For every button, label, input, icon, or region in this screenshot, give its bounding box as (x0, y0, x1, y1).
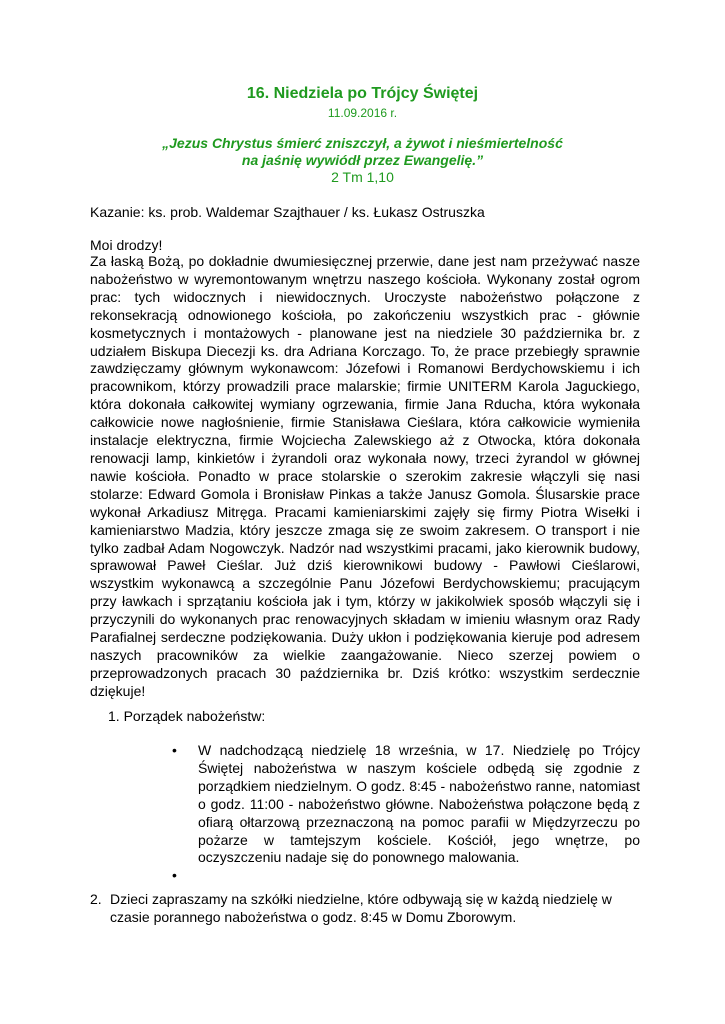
quote-line-1: „Jezus Chrystus śmierć zniszczył, a żywot i nieśmiertelność (162, 135, 563, 151)
section-2-number: 2. (90, 891, 102, 907)
section-2-text: Dzieci zapraszamy na szkółki niedzielne, które odbywają się w każdą niedzielę w czasie porannego nabożeństwa o godz. 8:45 w Domu Zborowym. (110, 891, 612, 925)
section-2 (90, 891, 640, 927)
greeting: Moi drodzy! (90, 237, 163, 253)
sermon-text: Za łaską Bożą, po dokładnie dwumiesięcznej przerwie, dane jest nam przeżywać nasze nabożeństwo w wyremontowanym wnętrzu naszego kościoła. Wykonany został ogrom prac: tych widocznych i niewidocznych. Uroczyste nabożeństwo połączone z rekonsekracją odnowionego kościoła, po zakończeniu wszystkich prac - głównie kosmetycznych i montażowych - planowane jest na niedziele 30 października br. z udziałem Biskupa Diecezji ks. dra Adriana Korczago. To, że prace przebiegły sprawnie zawdzięczamy głównym wykonawcom: Józefowi i Romanowi Berdychowskiemu i ich pracownikom, którzy prowadzili prace malarskie; firmie UNITERM Karola Jaguckiego, która dokonała całkowitej wymiany ogrzewania, firmie Jana Rducha, która wykonała całkowicie nowe nagłośnienie, firmie Stanisława Cieślara, która całkowicie wymieniła instalacje elektryczna, firmie Wojciecha Zalewskiego aż z Otwocka, która dokonała renowacji lamp, kinkietów i żyrandoli oraz wykonała nowy, trzeci żyrandol w głównej nawie kościoła. Ponadto w prace stolarskie o szerokim zakresie włączyli się nasi stolarze: Edward Gomola i Bronisław Pinkas a także Janusz Gomola. Ślusarskie prace wykonał Arkadiusz Mitręga. Pracami kamieniarskimi zajęły się firmy Piotra Wisełki i kamieniarstwo Madzia, który jeszcze zmaga się ze swoim zakresem. O transport i nie tylko zadbał Adam Nogowczyk. Nadzór nad wszystkimi pracami, jako kierownik budowy, sprawował Paweł Cieślar. Już dziś kierownikowi budowy - Pawłowi Cieślarowi, wszystkim wykonawcą a szczególnie Panu Józefowi Berdychowskiemu; pracującym przy ławkach i sprzątaniu kościoła jak i tym, którzy w jakikolwiek sposób włączyli się i przyczynili do wykonanych prac renowacyjnych składam w imieniu własnym oraz Rady Parafialnej serdeczne podziękowania. Duży ukłon i podziękowania kieruje pod adresem naszych pracowników za wielkie zaangażowanie. Nieco szerzej powiem o przeprowadzonych pracach 30 października br. Dziś krótko: wszystkim serdecznie dziękuje! (90, 253, 640, 699)
list-item-empty (172, 867, 640, 885)
list-item (172, 742, 640, 867)
section-1-heading: 1. Porządek nabożeństw: (108, 708, 266, 724)
preacher-line: Kazanie: ks. prob. Waldemar Szajthauer / ks. Łukasz Ostruszka (90, 204, 485, 220)
quote-line-2: na jaśnię wywiódł przez Ewangelię.” (241, 152, 484, 168)
bullet-icon: • (172, 742, 177, 758)
service-date: 11.09.2016 r. (327, 106, 398, 120)
announcement-list (172, 742, 640, 885)
bible-quote (0, 135, 725, 169)
page-title: 16. Niedziela po Trójcy Świętej (246, 85, 479, 102)
bible-reference: 2 Tm 1,10 (331, 169, 394, 185)
list-item-text: W nadchodzącą niedzielę 18 września, w 17. Niedzielę po Trójcy Świętej nabożeństwa w naszym kościele odbędą się zgodnie z porządkiem niedzielnym. O godz. 8:45 - nabożeństwo ranne, natomiast o godz. 11:00 - nabożeństwo główne. Nabożeństwa połączone będą z ofiarą ołtarzową przeznaczoną na pomoc parafii w Międzyrzeczu po pożarze w tamtejszym kościele. Kościół, jego wnętrze, po oczyszczeniu nadaje się do ponownego malowania. (198, 742, 640, 866)
bullet-icon: • (172, 867, 177, 884)
